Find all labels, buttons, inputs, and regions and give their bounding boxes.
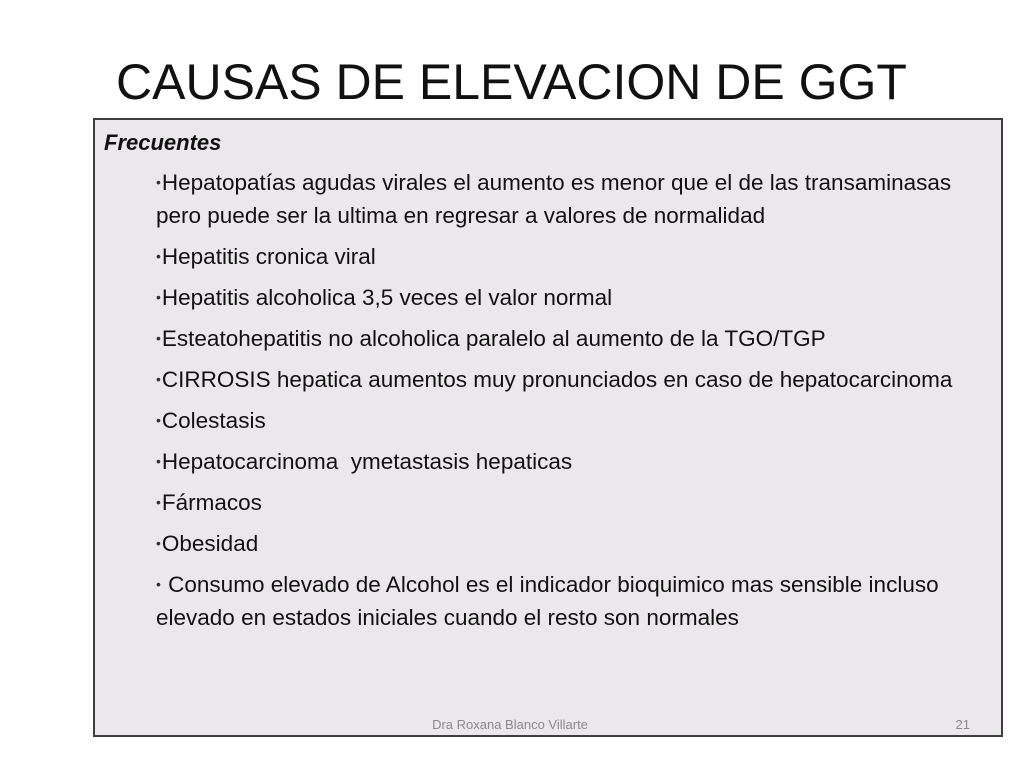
bullet-text: Fármacos: [161, 490, 262, 515]
bullet-icon: •: [156, 371, 161, 387]
list-item: [156, 363, 981, 396]
list-item: [156, 568, 981, 634]
list-item: [156, 527, 981, 560]
bullet-text: CIRROSIS hepatica aumentos muy pronunciados en caso de hepatocarcinoma: [161, 367, 953, 392]
bullet-text: Hepatopatías agudas virales el aumento es menor que el de las transaminasas pero puede ser la ultima en regresar a valores de normalidad: [156, 170, 952, 228]
bullet-icon: •: [156, 330, 161, 346]
list-item: [156, 166, 981, 232]
bullet-icon: •: [156, 453, 161, 469]
list-item: [156, 445, 981, 478]
bullet-text: Hepatocarcinoma ymetastasis hepaticas: [161, 449, 573, 474]
bullet-icon: •: [156, 535, 161, 551]
page-number: 21: [955, 717, 970, 732]
list-item: [156, 404, 981, 437]
bullet-list: [156, 166, 981, 642]
list-item: [156, 322, 981, 355]
bullet-text: Esteatohepatitis no alcoholica paralelo al aumento de la TGO/TGP: [161, 326, 826, 351]
content-box: [93, 118, 1003, 737]
bullet-icon: •: [156, 576, 161, 592]
bullet-icon: •: [156, 174, 161, 190]
bullet-text: Obesidad: [161, 531, 259, 556]
bullet-text: Colestasis: [161, 408, 266, 433]
bullet-text: Consumo elevado de Alcohol es el indicador bioquimico mas sensible incluso elevado en estados iniciales cuando el resto son normales: [156, 572, 945, 630]
slide-title: CAUSAS DE ELEVACION DE GGT: [116, 54, 907, 110]
bullet-text: Hepatitis cronica viral: [161, 244, 376, 269]
list-item: [156, 240, 981, 273]
list-item: [156, 486, 981, 519]
slide-footer: Dra Roxana Blanco Villarte: [432, 717, 588, 732]
list-item: [156, 281, 981, 314]
bullet-icon: •: [156, 412, 161, 428]
bullet-icon: •: [156, 289, 161, 305]
bullet-text: Hepatitis alcoholica 3,5 veces el valor normal: [161, 285, 613, 310]
bullet-icon: •: [156, 248, 161, 264]
section-heading: Frecuentes: [104, 130, 222, 155]
bullet-icon: •: [156, 494, 161, 510]
